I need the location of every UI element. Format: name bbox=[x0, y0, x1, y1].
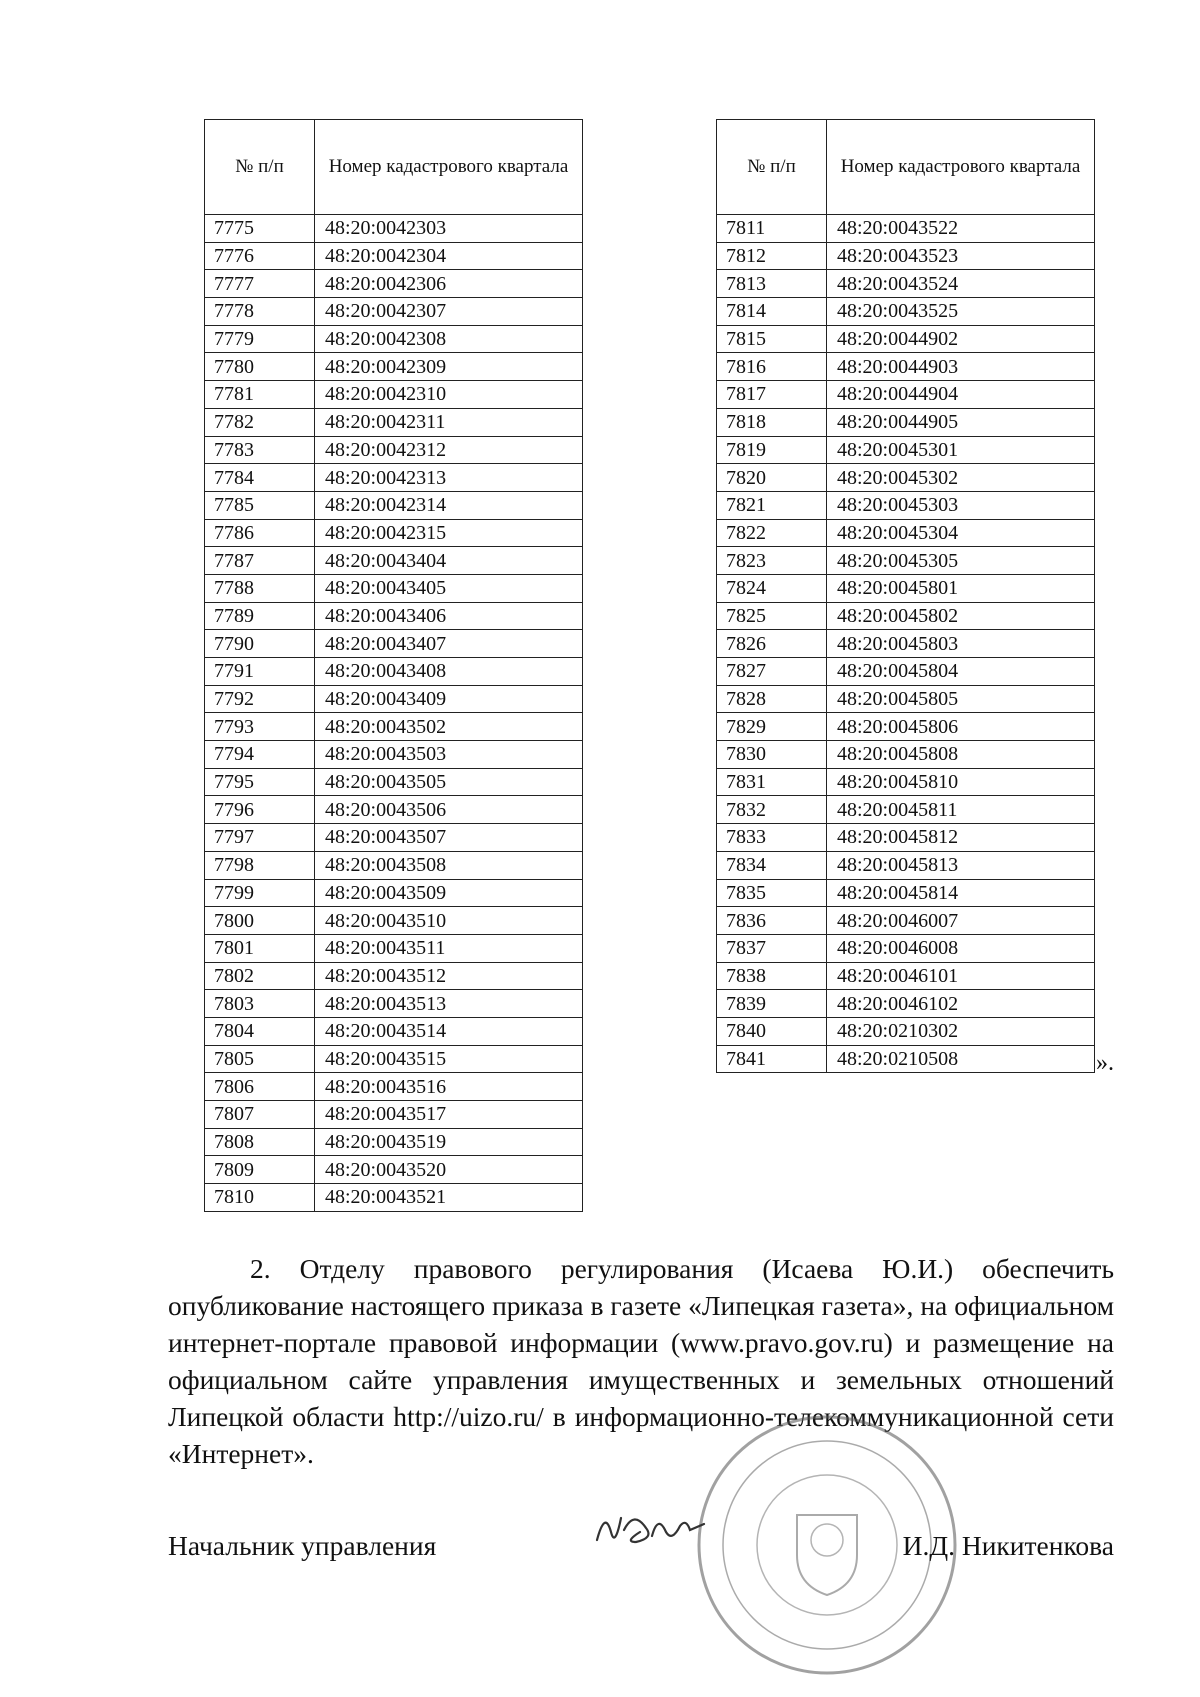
cadastral-number: 48:20:0043407 bbox=[315, 630, 583, 658]
cadastral-number: 48:20:0043521 bbox=[315, 1184, 583, 1212]
cadastral-number: 48:20:0043512 bbox=[315, 962, 583, 990]
row-number: 7779 bbox=[205, 325, 315, 353]
header-number: № п/п bbox=[717, 120, 827, 215]
table-row bbox=[205, 1184, 583, 1212]
header-cadastral: Номер кадастрового квартала bbox=[827, 120, 1095, 215]
row-number: 7833 bbox=[717, 824, 827, 852]
cadastral-number: 48:20:0042313 bbox=[315, 464, 583, 492]
row-number: 7811 bbox=[717, 215, 827, 243]
cadastral-number: 48:20:0046102 bbox=[827, 990, 1095, 1018]
cadastral-number: 48:20:0044902 bbox=[827, 325, 1095, 353]
closing-quote: ». bbox=[1096, 1050, 1114, 1076]
table-row bbox=[205, 796, 583, 824]
cadastral-number: 48:20:0045812 bbox=[827, 824, 1095, 852]
table-row bbox=[205, 242, 583, 270]
table-row bbox=[205, 1156, 583, 1184]
table-row bbox=[205, 962, 583, 990]
row-number: 7775 bbox=[205, 215, 315, 243]
cadastral-number: 48:20:0046101 bbox=[827, 962, 1095, 990]
row-number: 7789 bbox=[205, 602, 315, 630]
cadastral-number: 48:20:0043502 bbox=[315, 713, 583, 741]
table-row bbox=[205, 879, 583, 907]
cadastral-number: 48:20:0042303 bbox=[315, 215, 583, 243]
paragraph-text: 2. Отделу правового регулирования (Исаева Ю.И.) обеспечить опубликование настоящего приказа в газете «Липецкая газета», на официальном интернет-портале правовой информации (www.pravo.gov.ru) и размещение на официальном сайте управления имущественных и земельных отношений Липецкой области http://uizo.ru/ в информационно-телекоммуникационной сети «Интернет». bbox=[168, 1253, 1114, 1469]
row-number: 7782 bbox=[205, 408, 315, 436]
cadastral-number: 48:20:0043507 bbox=[315, 824, 583, 852]
row-number: 7798 bbox=[205, 851, 315, 879]
row-number: 7805 bbox=[205, 1045, 315, 1073]
cadastral-number: 48:20:0045303 bbox=[827, 491, 1095, 519]
cadastral-number: 48:20:0045808 bbox=[827, 741, 1095, 769]
cadastral-number: 48:20:0043516 bbox=[315, 1073, 583, 1101]
table-row bbox=[717, 298, 1095, 326]
cadastral-number: 48:20:0043515 bbox=[315, 1045, 583, 1073]
row-number: 7781 bbox=[205, 381, 315, 409]
cadastral-number: 48:20:0043519 bbox=[315, 1128, 583, 1156]
table-row bbox=[717, 381, 1095, 409]
table-row bbox=[717, 408, 1095, 436]
cadastral-number: 48:20:0043522 bbox=[827, 215, 1095, 243]
header-cadastral: Номер кадастрового квартала bbox=[315, 120, 583, 215]
cadastral-number: 48:20:0210508 bbox=[827, 1045, 1095, 1073]
cadastral-number: 48:20:0043525 bbox=[827, 298, 1095, 326]
row-number: 7823 bbox=[717, 547, 827, 575]
table-row bbox=[205, 685, 583, 713]
cadastral-number: 48:20:0042315 bbox=[315, 519, 583, 547]
row-number: 7828 bbox=[717, 685, 827, 713]
cadastral-number: 48:20:0043511 bbox=[315, 934, 583, 962]
row-number: 7794 bbox=[205, 741, 315, 769]
table-row bbox=[205, 824, 583, 852]
cadastral-number: 48:20:0043510 bbox=[315, 907, 583, 935]
table-row bbox=[717, 796, 1095, 824]
cadastral-number: 48:20:0045304 bbox=[827, 519, 1095, 547]
row-number: 7797 bbox=[205, 824, 315, 852]
table-row bbox=[205, 602, 583, 630]
row-number: 7815 bbox=[717, 325, 827, 353]
cadastral-number: 48:20:0045803 bbox=[827, 630, 1095, 658]
row-number: 7796 bbox=[205, 796, 315, 824]
table-row bbox=[205, 519, 583, 547]
table-row bbox=[205, 270, 583, 298]
table-row bbox=[205, 491, 583, 519]
table-header-row bbox=[717, 120, 1095, 215]
cadastral-number: 48:20:0045805 bbox=[827, 685, 1095, 713]
cadastral-number: 48:20:0045301 bbox=[827, 436, 1095, 464]
table-row bbox=[205, 381, 583, 409]
row-number: 7813 bbox=[717, 270, 827, 298]
table-row bbox=[717, 270, 1095, 298]
cadastral-number: 48:20:0042310 bbox=[315, 381, 583, 409]
row-number: 7831 bbox=[717, 768, 827, 796]
cadastral-number: 48:20:0210302 bbox=[827, 1017, 1095, 1045]
cadastral-number: 48:20:0046007 bbox=[827, 907, 1095, 935]
cadastral-number: 48:20:0042304 bbox=[315, 242, 583, 270]
table-row bbox=[717, 685, 1095, 713]
cadastral-number: 48:20:0042312 bbox=[315, 436, 583, 464]
cadastral-number: 48:20:0042309 bbox=[315, 353, 583, 381]
table-row bbox=[717, 713, 1095, 741]
cadastral-number: 48:20:0043523 bbox=[827, 242, 1095, 270]
table-row bbox=[205, 630, 583, 658]
row-number: 7806 bbox=[205, 1073, 315, 1101]
table-body-left bbox=[205, 215, 583, 1212]
table-row bbox=[205, 1128, 583, 1156]
row-number: 7790 bbox=[205, 630, 315, 658]
cadastral-number: 48:20:0043409 bbox=[315, 685, 583, 713]
table-row bbox=[205, 298, 583, 326]
table-row bbox=[205, 713, 583, 741]
table-body-right bbox=[717, 215, 1095, 1073]
row-number: 7829 bbox=[717, 713, 827, 741]
cadastral-number: 48:20:0042314 bbox=[315, 491, 583, 519]
row-number: 7820 bbox=[717, 464, 827, 492]
table-row bbox=[717, 851, 1095, 879]
table-row bbox=[205, 325, 583, 353]
row-number: 7776 bbox=[205, 242, 315, 270]
cadastral-number: 48:20:0045305 bbox=[827, 547, 1095, 575]
row-number: 7835 bbox=[717, 879, 827, 907]
row-number: 7804 bbox=[205, 1017, 315, 1045]
table-row bbox=[717, 1017, 1095, 1045]
row-number: 7839 bbox=[717, 990, 827, 1018]
row-number: 7824 bbox=[717, 574, 827, 602]
row-number: 7812 bbox=[717, 242, 827, 270]
cadastral-table-right bbox=[716, 119, 1095, 1073]
table-row bbox=[717, 547, 1095, 575]
table-row bbox=[205, 1017, 583, 1045]
cadastral-number: 48:20:0045801 bbox=[827, 574, 1095, 602]
table-row bbox=[717, 768, 1095, 796]
row-number: 7802 bbox=[205, 962, 315, 990]
table-row bbox=[717, 962, 1095, 990]
table-row bbox=[717, 658, 1095, 686]
cadastral-number: 48:20:0043503 bbox=[315, 741, 583, 769]
table-row bbox=[717, 491, 1095, 519]
row-number: 7841 bbox=[717, 1045, 827, 1073]
row-number: 7838 bbox=[717, 962, 827, 990]
table-row bbox=[717, 990, 1095, 1018]
table-row bbox=[717, 824, 1095, 852]
cadastral-number: 48:20:0043506 bbox=[315, 796, 583, 824]
table-row bbox=[717, 574, 1095, 602]
cadastral-number: 48:20:0043505 bbox=[315, 768, 583, 796]
table-row bbox=[205, 1101, 583, 1129]
table-row bbox=[205, 934, 583, 962]
cadastral-number: 48:20:0043524 bbox=[827, 270, 1095, 298]
signer-name: И.Д. Никитенкова bbox=[902, 1530, 1114, 1561]
table-row bbox=[205, 851, 583, 879]
handwritten-signature bbox=[592, 1500, 712, 1560]
row-number: 7787 bbox=[205, 547, 315, 575]
table-row bbox=[205, 574, 583, 602]
cadastral-number: 48:20:0043509 bbox=[315, 879, 583, 907]
row-number: 7809 bbox=[205, 1156, 315, 1184]
row-number: 7836 bbox=[717, 907, 827, 935]
cadastral-number: 48:20:0044905 bbox=[827, 408, 1095, 436]
row-number: 7825 bbox=[717, 602, 827, 630]
cadastral-number: 48:20:0043405 bbox=[315, 574, 583, 602]
row-number: 7795 bbox=[205, 768, 315, 796]
table-row bbox=[717, 242, 1095, 270]
row-number: 7816 bbox=[717, 353, 827, 381]
table-row bbox=[205, 408, 583, 436]
cadastral-number: 48:20:0045810 bbox=[827, 768, 1095, 796]
row-number: 7821 bbox=[717, 491, 827, 519]
paragraph-2 bbox=[168, 1250, 1114, 1472]
cadastral-number: 48:20:0043513 bbox=[315, 990, 583, 1018]
row-number: 7832 bbox=[717, 796, 827, 824]
table-row bbox=[205, 990, 583, 1018]
row-number: 7800 bbox=[205, 907, 315, 935]
cadastral-number: 48:20:0043406 bbox=[315, 602, 583, 630]
cadastral-number: 48:20:0042311 bbox=[315, 408, 583, 436]
cadastral-number: 48:20:0045802 bbox=[827, 602, 1095, 630]
table-row bbox=[717, 215, 1095, 243]
cadastral-number: 48:20:0043514 bbox=[315, 1017, 583, 1045]
table-row bbox=[205, 353, 583, 381]
row-number: 7810 bbox=[205, 1184, 315, 1212]
table-header-row bbox=[205, 120, 583, 215]
table-row bbox=[717, 934, 1095, 962]
row-number: 7799 bbox=[205, 879, 315, 907]
header-number: № п/п bbox=[205, 120, 315, 215]
cadastral-number: 48:20:0043520 bbox=[315, 1156, 583, 1184]
row-number: 7801 bbox=[205, 934, 315, 962]
row-number: 7793 bbox=[205, 713, 315, 741]
row-number: 7780 bbox=[205, 353, 315, 381]
row-number: 7784 bbox=[205, 464, 315, 492]
cadastral-number: 48:20:0044904 bbox=[827, 381, 1095, 409]
table-row bbox=[717, 907, 1095, 935]
row-number: 7778 bbox=[205, 298, 315, 326]
row-number: 7808 bbox=[205, 1128, 315, 1156]
cadastral-number: 48:20:0046008 bbox=[827, 934, 1095, 962]
table-row bbox=[205, 1045, 583, 1073]
table-row bbox=[717, 325, 1095, 353]
table-row bbox=[717, 353, 1095, 381]
cadastral-number: 48:20:0042306 bbox=[315, 270, 583, 298]
cadastral-number: 48:20:0045806 bbox=[827, 713, 1095, 741]
cadastral-number: 48:20:0045814 bbox=[827, 879, 1095, 907]
table-row bbox=[717, 879, 1095, 907]
row-number: 7788 bbox=[205, 574, 315, 602]
row-number: 7830 bbox=[717, 741, 827, 769]
table-row bbox=[717, 630, 1095, 658]
row-number: 7777 bbox=[205, 270, 315, 298]
table-row bbox=[717, 436, 1095, 464]
cadastral-number: 48:20:0042307 bbox=[315, 298, 583, 326]
table-row bbox=[205, 436, 583, 464]
cadastral-number: 48:20:0045813 bbox=[827, 851, 1095, 879]
row-number: 7826 bbox=[717, 630, 827, 658]
table-row bbox=[205, 464, 583, 492]
table-row bbox=[717, 519, 1095, 547]
row-number: 7792 bbox=[205, 685, 315, 713]
cadastral-number: 48:20:0043408 bbox=[315, 658, 583, 686]
table-row bbox=[717, 741, 1095, 769]
row-number: 7814 bbox=[717, 298, 827, 326]
row-number: 7818 bbox=[717, 408, 827, 436]
cadastral-number: 48:20:0043404 bbox=[315, 547, 583, 575]
table-row bbox=[205, 907, 583, 935]
table-row bbox=[205, 1073, 583, 1101]
cadastral-number: 48:20:0042308 bbox=[315, 325, 583, 353]
row-number: 7807 bbox=[205, 1101, 315, 1129]
table-row bbox=[717, 1045, 1095, 1073]
row-number: 7817 bbox=[717, 381, 827, 409]
table-row bbox=[205, 658, 583, 686]
row-number: 7840 bbox=[717, 1017, 827, 1045]
row-number: 7819 bbox=[717, 436, 827, 464]
cadastral-table-left bbox=[204, 119, 583, 1212]
cadastral-number: 48:20:0045811 bbox=[827, 796, 1095, 824]
cadastral-number: 48:20:0043517 bbox=[315, 1101, 583, 1129]
row-number: 7791 bbox=[205, 658, 315, 686]
position-title: Начальник управления bbox=[168, 1530, 437, 1561]
row-number: 7786 bbox=[205, 519, 315, 547]
row-number: 7803 bbox=[205, 990, 315, 1018]
table-row bbox=[205, 547, 583, 575]
row-number: 7822 bbox=[717, 519, 827, 547]
table-row bbox=[205, 741, 583, 769]
row-number: 7783 bbox=[205, 436, 315, 464]
row-number: 7837 bbox=[717, 934, 827, 962]
row-number: 7785 bbox=[205, 491, 315, 519]
table-row bbox=[717, 602, 1095, 630]
row-number: 7834 bbox=[717, 851, 827, 879]
cadastral-number: 48:20:0044903 bbox=[827, 353, 1095, 381]
row-number: 7827 bbox=[717, 658, 827, 686]
table-row bbox=[717, 464, 1095, 492]
table-row bbox=[205, 768, 583, 796]
cadastral-number: 48:20:0043508 bbox=[315, 851, 583, 879]
cadastral-number: 48:20:0045804 bbox=[827, 658, 1095, 686]
cadastral-number: 48:20:0045302 bbox=[827, 464, 1095, 492]
table-row bbox=[205, 215, 583, 243]
